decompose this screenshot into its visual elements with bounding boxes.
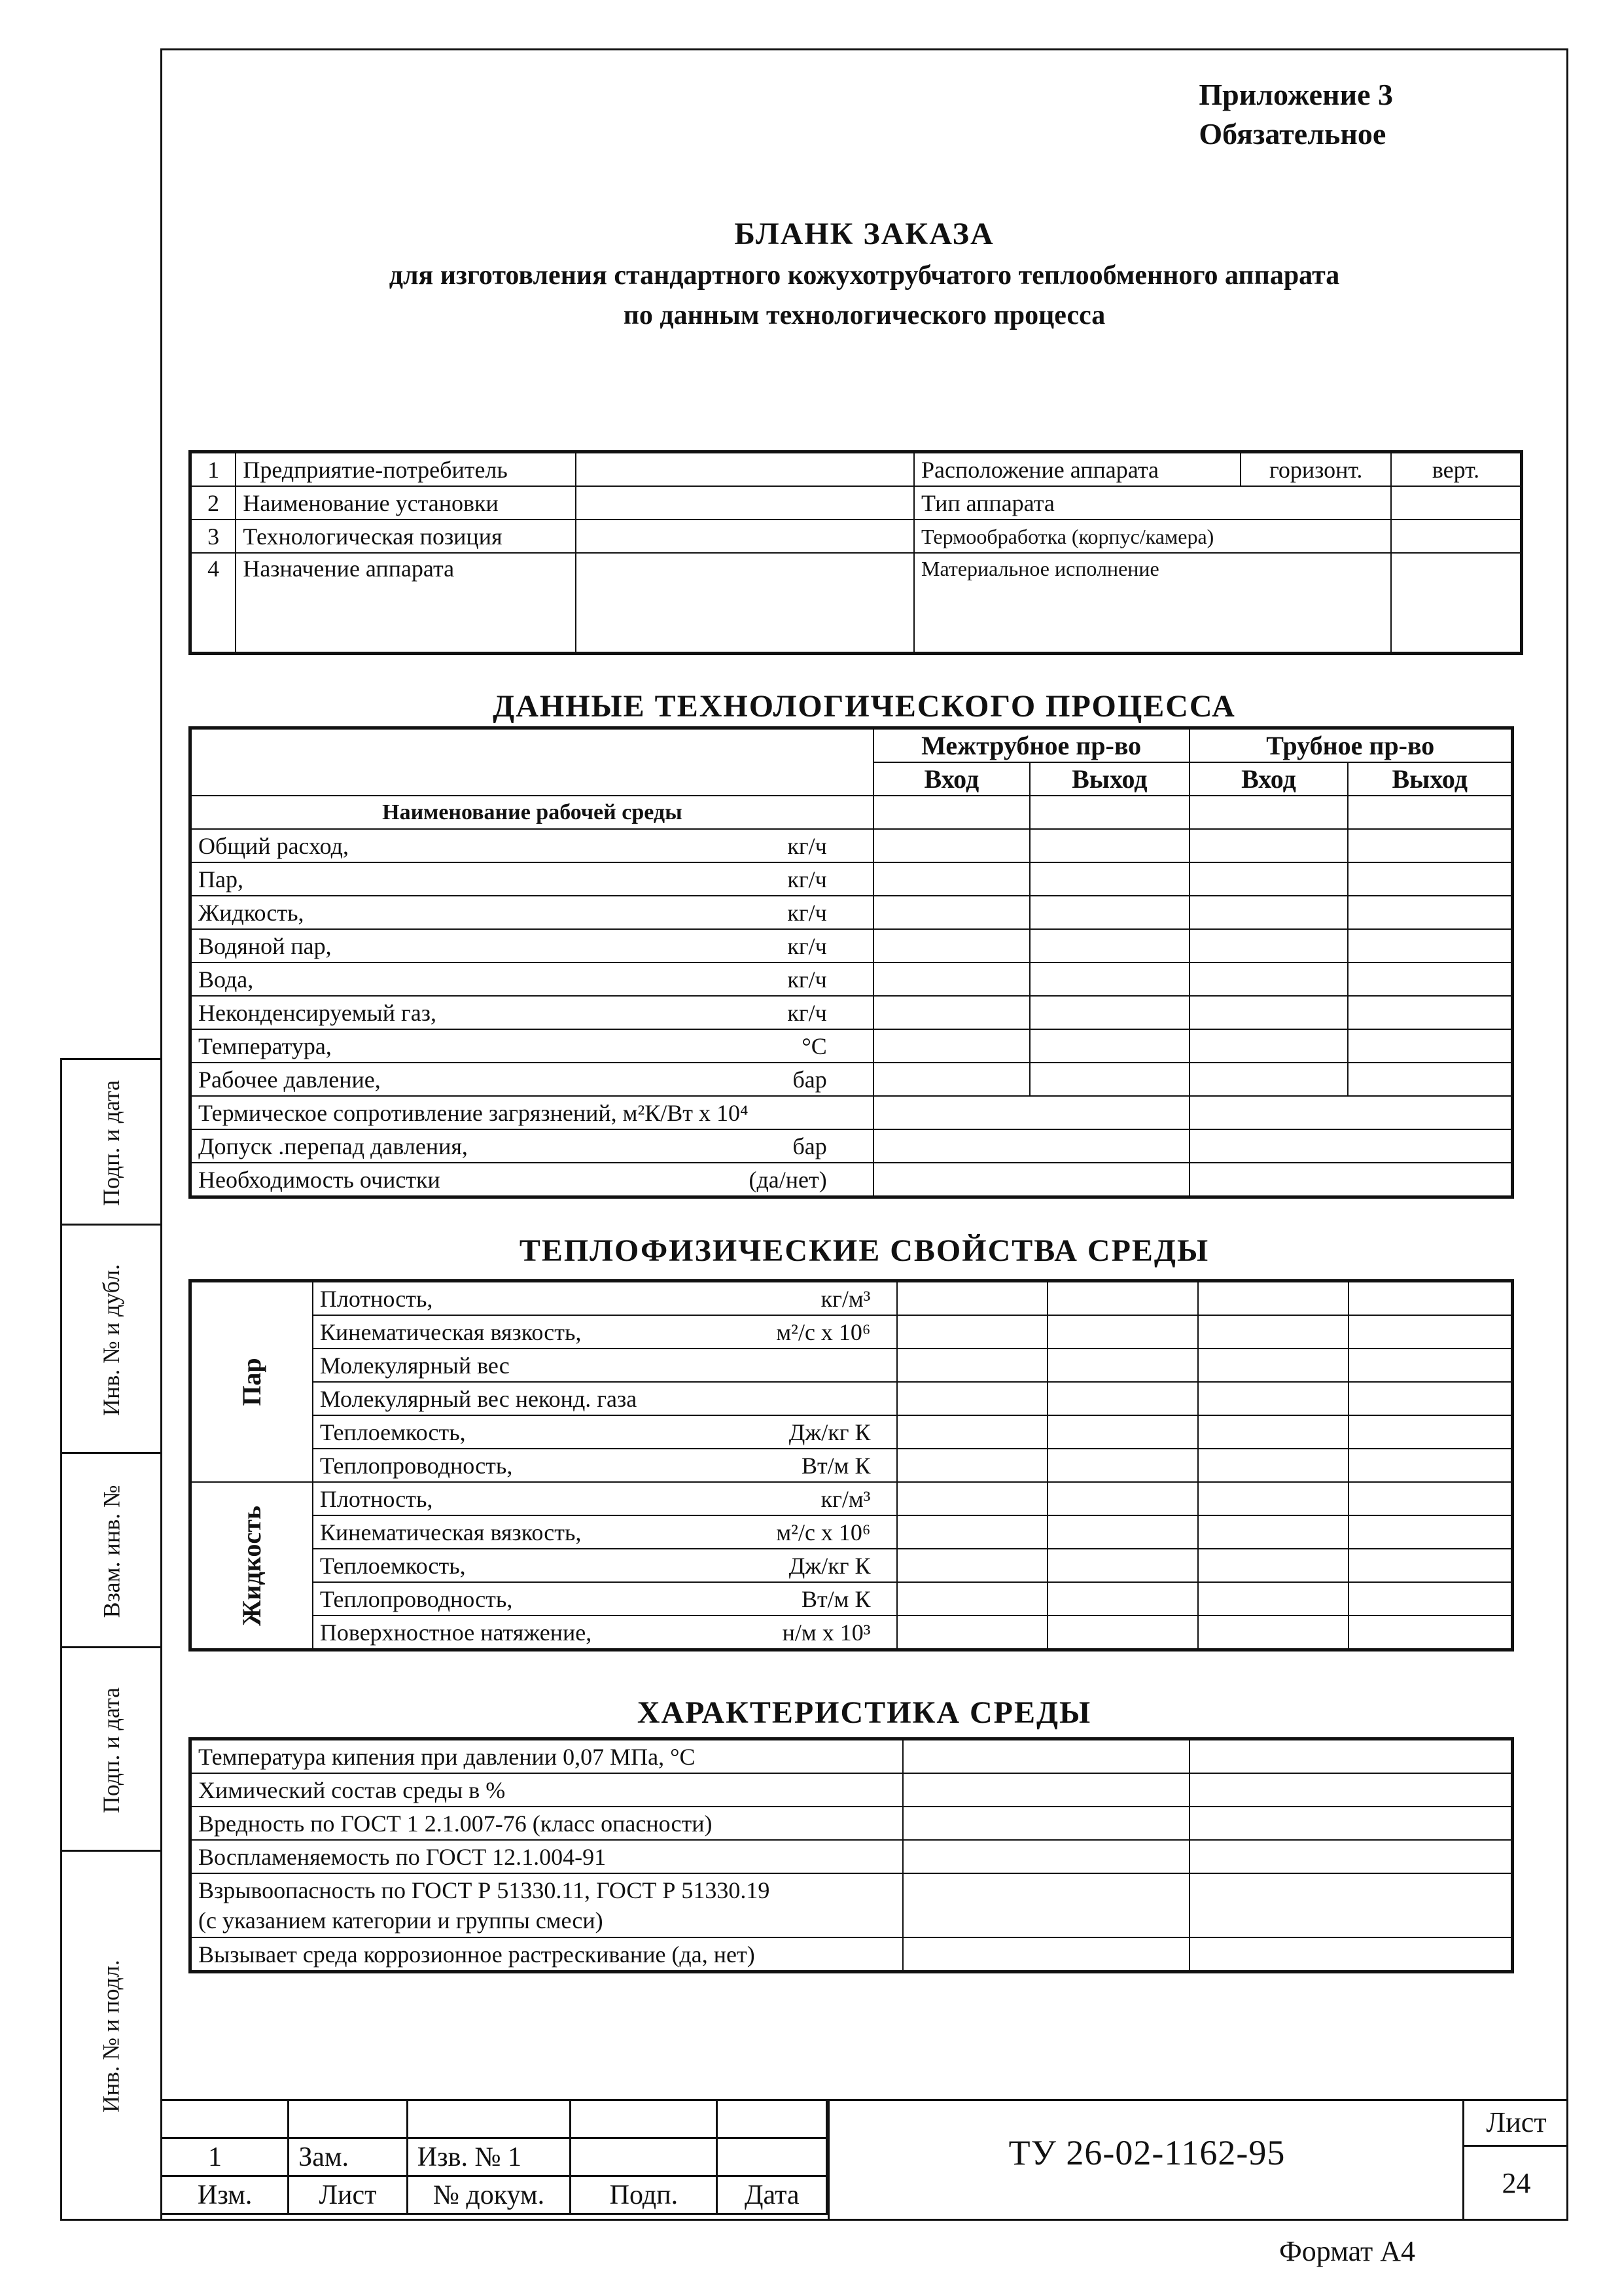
process-unit: кг/ч (787, 999, 827, 1026)
tube-inlet-header: Вход (1190, 762, 1349, 796)
tube-outlet-header: Выход (1348, 762, 1512, 796)
strip-cell (62, 1226, 160, 1454)
process-row (190, 996, 1513, 1029)
input-cell[interactable] (1048, 1349, 1198, 1382)
input-cell[interactable] (1030, 963, 1189, 996)
strip-label: Взам. инв. № (98, 1485, 124, 1617)
row-label: Предприятие-потребитель (236, 452, 575, 487)
input-cell[interactable] (873, 862, 1030, 896)
fouling-label: Термическое сопротивление загрязнений, м²К/Вт х 10⁴ (190, 1096, 873, 1129)
input-cell[interactable] (1198, 1449, 1349, 1482)
appendix-note (1199, 75, 1393, 154)
process-label: Температура, (198, 1033, 332, 1059)
input-cell[interactable] (576, 452, 914, 487)
input-cell[interactable] (1349, 1582, 1513, 1616)
input-cell[interactable] (1030, 796, 1189, 829)
process-unit: °С (802, 1033, 827, 1059)
thermo-row-label (313, 1616, 898, 1650)
medium-row-label: Температура кипения при давлении 0,07 МПа, °С (190, 1739, 903, 1774)
input-cell[interactable] (1030, 829, 1189, 862)
sheet-cell (1462, 2099, 1568, 2221)
input-cell[interactable] (903, 1773, 1190, 1807)
process-unit: кг/ч (787, 899, 827, 926)
process-section-title: ДАННЫЕ ТЕХНОЛОГИЧЕСКОГО ПРОЦЕССА (493, 689, 1236, 724)
rev-sign (571, 2138, 717, 2176)
thermo-unit: Дж/кг К (788, 1552, 871, 1579)
thermo-unit: кг/м³ (820, 1285, 871, 1312)
row-number: 1 (190, 452, 236, 487)
input-cell[interactable] (903, 1807, 1190, 1840)
horizontal-option[interactable]: горизонт. (1241, 452, 1391, 487)
thermo-unit: н/м х 10³ (782, 1619, 871, 1646)
thermo-unit: м²/с х 10⁶ (776, 1519, 871, 1545)
thermo-row-label (313, 1415, 898, 1449)
dp-unit: бар (792, 1133, 827, 1159)
input-cell[interactable] (1348, 829, 1512, 862)
appendix-number: Приложение 3 (1199, 78, 1393, 111)
process-row (190, 829, 1513, 862)
rev-empty (289, 2100, 407, 2138)
thermo-row (190, 1281, 1513, 1316)
input-cell[interactable] (1349, 1349, 1513, 1382)
process-row-label (190, 1029, 873, 1063)
thermo-label: Кинематическая вязкость, (319, 1318, 582, 1345)
input-cell[interactable] (1198, 1415, 1349, 1449)
input-cell[interactable] (897, 1616, 1048, 1650)
input-cell[interactable] (1190, 996, 1349, 1029)
input-cell[interactable] (1048, 1616, 1198, 1650)
input-cell[interactable] (1348, 1063, 1512, 1096)
thermo-label: Теплопроводность, (319, 1452, 513, 1479)
input-cell[interactable] (897, 1415, 1048, 1449)
row-number: 4 (190, 553, 236, 654)
rev-empty (407, 2100, 571, 2138)
input-cell[interactable] (873, 1129, 1190, 1163)
medium-row-label: Воспламеняемость по ГОСТ 12.1.004-91 (190, 1840, 903, 1873)
process-row-label (190, 896, 873, 929)
input-cell[interactable] (873, 1163, 1190, 1197)
input-cell[interactable] (873, 996, 1030, 1029)
thermo-label: Теплоемкость, (319, 1419, 466, 1445)
strip-cell (62, 1852, 160, 2221)
input-cell[interactable] (1190, 963, 1349, 996)
input-cell[interactable] (1030, 1063, 1189, 1096)
process-label: Неконденсируемый газ, (198, 999, 436, 1026)
form-subtitle-2: по данным технологического процесса (623, 300, 1106, 330)
input-cell[interactable] (1190, 1773, 1513, 1807)
process-unit: кг/ч (787, 932, 827, 959)
process-row (190, 1063, 1513, 1096)
process-label: Водяной пар, (198, 932, 332, 959)
process-row-label (190, 1063, 873, 1096)
thermo-row-label (313, 1582, 898, 1616)
row-number: 2 (190, 486, 236, 520)
input-cell[interactable] (1349, 1415, 1513, 1449)
row-label: Технологическая позиция (236, 520, 575, 553)
process-row-label (190, 829, 873, 862)
input-cell[interactable] (1198, 1482, 1349, 1515)
input-cell[interactable] (1198, 1315, 1349, 1349)
input-cell[interactable] (1190, 1163, 1513, 1197)
input-cell[interactable] (1030, 862, 1189, 896)
thermo-row (190, 1549, 1513, 1582)
input-cell[interactable] (903, 1739, 1190, 1774)
rev-notice: Изв. № 1 (407, 2138, 571, 2176)
header-rev: Изм. (162, 2176, 289, 2214)
strip-label: Инв. № и дубл. (98, 1263, 125, 1416)
thermo-table (188, 1279, 1514, 1651)
process-data-table (188, 726, 1514, 1199)
input-cell[interactable] (1190, 1937, 1513, 1972)
input-cell[interactable] (1030, 996, 1189, 1029)
input-cell[interactable] (1348, 896, 1512, 929)
input-cell[interactable] (1048, 1515, 1198, 1549)
thermo-row (190, 1582, 1513, 1616)
sheet-label: Лист (1464, 2101, 1568, 2147)
thermo-row (190, 1415, 1513, 1449)
input-cell[interactable] (1198, 1616, 1349, 1650)
thermo-row (190, 1349, 1513, 1382)
thermo-row (190, 1482, 1513, 1515)
row-number: 3 (190, 520, 236, 553)
dp-label: Допуск .перепад давления, (198, 1133, 468, 1159)
input-cell[interactable] (1048, 1449, 1198, 1482)
input-cell[interactable] (897, 1281, 1048, 1316)
input-cell[interactable] (897, 1482, 1048, 1515)
thermo-unit: м²/с х 10⁶ (776, 1318, 871, 1345)
input-cell[interactable] (1190, 1063, 1349, 1096)
input-cell[interactable] (1349, 1382, 1513, 1415)
input-cell[interactable] (1391, 520, 1521, 553)
row-label: Назначение аппарата (236, 553, 575, 654)
input-cell[interactable] (1048, 1549, 1198, 1582)
input-cell[interactable] (873, 1029, 1030, 1063)
rev-empty (162, 2100, 289, 2138)
input-cell[interactable] (1349, 1616, 1513, 1650)
input-cell[interactable] (1190, 1029, 1349, 1063)
shell-inlet-header: Вход (873, 762, 1030, 796)
process-row-label (190, 963, 873, 996)
thermo-row-label (313, 1515, 898, 1549)
process-label: Рабочее давление, (198, 1066, 381, 1093)
rev-empty (571, 2100, 717, 2138)
input-cell[interactable] (873, 796, 1030, 829)
process-row (190, 963, 1513, 996)
input-cell[interactable] (1190, 862, 1349, 896)
input-cell[interactable] (897, 1449, 1048, 1482)
medium-row-label: Вредность по ГОСТ 1 2.1.007-76 (класс опасности) (190, 1807, 903, 1840)
rev-empty (717, 2100, 827, 2138)
process-label: Общий расход, (198, 832, 349, 859)
process-row (190, 862, 1513, 896)
input-cell[interactable] (903, 1873, 1190, 1937)
appendix-status: Обязательное (1199, 117, 1386, 150)
row-label: Наименование установки (236, 486, 575, 520)
header-doc: № докум. (407, 2176, 571, 2214)
revision-grid (160, 2099, 828, 2215)
thermo-row (190, 1382, 1513, 1415)
process-label: Пар, (198, 866, 243, 892)
material-label: Материальное исполнение (914, 553, 1391, 654)
process-unit: кг/ч (787, 866, 827, 892)
medium-row-label (190, 1873, 903, 1937)
input-cell[interactable] (1198, 1582, 1349, 1616)
input-cell[interactable] (1198, 1515, 1349, 1549)
tube-side-header: Трубное пр-во (1190, 728, 1513, 763)
process-row-label (190, 929, 873, 963)
input-cell[interactable] (1048, 1482, 1198, 1515)
input-cell[interactable] (576, 553, 914, 654)
cleaning-unit: (да/нет) (749, 1166, 827, 1193)
input-cell[interactable] (1190, 1096, 1513, 1129)
liquid-group-label-cell (190, 1482, 313, 1650)
input-cell[interactable] (1349, 1515, 1513, 1549)
dp-row-label (190, 1129, 873, 1163)
cleaning-label: Необходимость очистки (198, 1166, 440, 1193)
input-cell[interactable] (873, 829, 1030, 862)
thermo-label: Молекулярный вес неконд. газа (319, 1385, 637, 1412)
input-cell[interactable] (873, 963, 1030, 996)
strip-label: Инв. № и подл. (98, 1960, 125, 2113)
input-cell[interactable] (1349, 1449, 1513, 1482)
form-subtitle-1: для изготовления стандартного кожухотрубчатого теплообменного аппарата (389, 260, 1340, 291)
strip-label: Подп. и дата (98, 1687, 125, 1813)
heat-treatment-label: Термообработка (корпус/камера) (914, 520, 1391, 553)
input-cell[interactable] (1391, 553, 1521, 654)
process-unit: кг/ч (787, 966, 827, 993)
input-cell[interactable] (873, 1096, 1190, 1129)
thermo-row-label (313, 1349, 898, 1382)
input-cell[interactable] (1349, 1549, 1513, 1582)
strip-label: Подп. и дата (98, 1080, 125, 1206)
thermo-label: Плотность, (319, 1285, 433, 1312)
input-cell[interactable] (1048, 1315, 1198, 1349)
input-cell[interactable] (1190, 1739, 1513, 1774)
input-cell[interactable] (1048, 1582, 1198, 1616)
header-sheet: Лист (289, 2176, 407, 2214)
form-title: БЛАНК ЗАКАЗА (734, 217, 995, 251)
input-cell[interactable] (1048, 1281, 1198, 1316)
process-unit: кг/ч (787, 832, 827, 859)
input-cell[interactable] (897, 1349, 1048, 1382)
process-row-label (190, 996, 873, 1029)
thermo-label: Поверхностное натяжение, (319, 1619, 592, 1646)
thermo-label: Молекулярный вес (319, 1352, 510, 1379)
shell-outlet-header: Выход (1030, 762, 1189, 796)
input-cell[interactable] (903, 1840, 1190, 1873)
thermo-row-label (313, 1549, 898, 1582)
thermo-row-label (313, 1281, 898, 1316)
thermo-row-label (313, 1482, 898, 1515)
medium-row-label: Химический состав среды в % (190, 1773, 903, 1807)
medium-table (188, 1737, 1514, 1973)
input-cell[interactable] (897, 1515, 1048, 1549)
explosion-note: (с указанием категории и группы смеси) (198, 1907, 603, 1934)
input-cell[interactable] (1348, 862, 1512, 896)
explosion-label: Взрывоопасность по ГОСТ Р 51330.11, ГОСТ Р 51330.19 (198, 1877, 770, 1903)
cleaning-row-label (190, 1163, 873, 1197)
input-cell[interactable] (1030, 896, 1189, 929)
input-cell[interactable] (897, 1582, 1048, 1616)
doc-code-cell (828, 2099, 1462, 2221)
input-cell[interactable] (1048, 1415, 1198, 1449)
thermo-row (190, 1315, 1513, 1349)
input-cell[interactable] (903, 1937, 1190, 1972)
input-cell[interactable] (1190, 1873, 1513, 1937)
strip-cell (62, 1060, 160, 1226)
thermo-row-label (313, 1315, 898, 1349)
thermo-label: Кинематическая вязкость, (319, 1519, 582, 1545)
input-cell[interactable] (1348, 1029, 1512, 1063)
rev-date (717, 2138, 827, 2176)
process-row (190, 896, 1513, 929)
input-cell[interactable] (1190, 796, 1349, 829)
input-cell[interactable] (897, 1315, 1048, 1349)
side-strip (60, 1058, 160, 2221)
thermo-unit: Вт/м К (801, 1585, 871, 1612)
input-cell[interactable] (1198, 1549, 1349, 1582)
general-info-table (188, 450, 1523, 655)
blank-header (190, 728, 873, 796)
input-cell[interactable] (1190, 829, 1349, 862)
input-cell[interactable] (897, 1549, 1048, 1582)
thermo-label: Теплоемкость, (319, 1552, 466, 1579)
input-cell[interactable] (873, 929, 1030, 963)
medium-row-label: Вызывает среда коррозионное растрескивание (да, нет) (190, 1937, 903, 1972)
thermo-label: Теплопроводность, (319, 1585, 513, 1612)
vertical-option[interactable]: верт. (1391, 452, 1521, 487)
input-cell[interactable] (1349, 1482, 1513, 1515)
input-cell[interactable] (873, 896, 1030, 929)
steam-group-label-cell (190, 1281, 313, 1483)
input-cell[interactable] (1030, 929, 1189, 963)
placement-label: Расположение аппарата (914, 452, 1241, 487)
thermo-row-label (313, 1449, 898, 1482)
input-cell[interactable] (1348, 929, 1512, 963)
input-cell[interactable] (1190, 896, 1349, 929)
input-cell[interactable] (1349, 1315, 1513, 1349)
thermo-row-label (313, 1382, 898, 1415)
input-cell[interactable] (576, 520, 914, 553)
input-cell[interactable] (1391, 486, 1521, 520)
type-label: Тип аппарата (914, 486, 1391, 520)
input-cell[interactable] (1198, 1349, 1349, 1382)
input-cell[interactable] (1190, 1807, 1513, 1840)
thermo-unit: Вт/м К (801, 1452, 871, 1479)
thermo-label: Плотность, (319, 1485, 433, 1512)
thermo-row (190, 1515, 1513, 1549)
header-date: Дата (717, 2176, 827, 2214)
title-block (160, 2099, 1568, 2221)
input-cell[interactable] (1198, 1382, 1349, 1415)
input-cell[interactable] (897, 1382, 1048, 1415)
shell-side-header: Межтрубное пр-во (873, 728, 1190, 763)
process-label: Жидкость, (198, 899, 304, 926)
thermo-row (190, 1616, 1513, 1650)
thermo-unit: Дж/кг К (788, 1419, 871, 1445)
liquid-group-label: Жидкость (236, 1505, 266, 1626)
doc-code: ТУ 26-02-1162-95 (1008, 2133, 1286, 2172)
input-cell[interactable] (1348, 796, 1512, 829)
input-cell[interactable] (873, 1063, 1030, 1096)
rev-change: Зам. (289, 2138, 407, 2176)
paper-format: Формат А4 (1279, 2235, 1416, 2267)
sheet-number: 24 (1502, 2167, 1531, 2199)
input-cell[interactable] (1348, 963, 1512, 996)
steam-group-label: Пар (236, 1358, 266, 1406)
input-cell[interactable] (1190, 929, 1349, 963)
input-cell[interactable] (1198, 1281, 1349, 1316)
process-row (190, 1029, 1513, 1063)
process-row (190, 929, 1513, 963)
input-cell[interactable] (1030, 1029, 1189, 1063)
header-sign: Подп. (571, 2176, 717, 2214)
medium-name-label: Наименование рабочей среды (190, 796, 873, 829)
rev-number: 1 (162, 2138, 289, 2176)
medium-section-title: ХАРАКТЕРИСТИКА СРЕДЫ (637, 1695, 1092, 1730)
process-unit: бар (792, 1066, 827, 1093)
process-row-label (190, 862, 873, 896)
strip-cell (62, 1648, 160, 1852)
thermo-row (190, 1449, 1513, 1482)
thermo-unit: кг/м³ (820, 1485, 871, 1512)
input-cell[interactable] (1048, 1382, 1198, 1415)
process-label: Вода, (198, 966, 254, 993)
thermo-section-title: ТЕПЛОФИЗИЧЕСКИЕ СВОЙСТВА СРЕДЫ (519, 1233, 1210, 1268)
input-cell[interactable] (1349, 1281, 1513, 1316)
input-cell[interactable] (1348, 996, 1512, 1029)
input-cell[interactable] (1190, 1840, 1513, 1873)
strip-cell (62, 1454, 160, 1648)
input-cell[interactable] (576, 486, 914, 520)
input-cell[interactable] (1190, 1129, 1513, 1163)
